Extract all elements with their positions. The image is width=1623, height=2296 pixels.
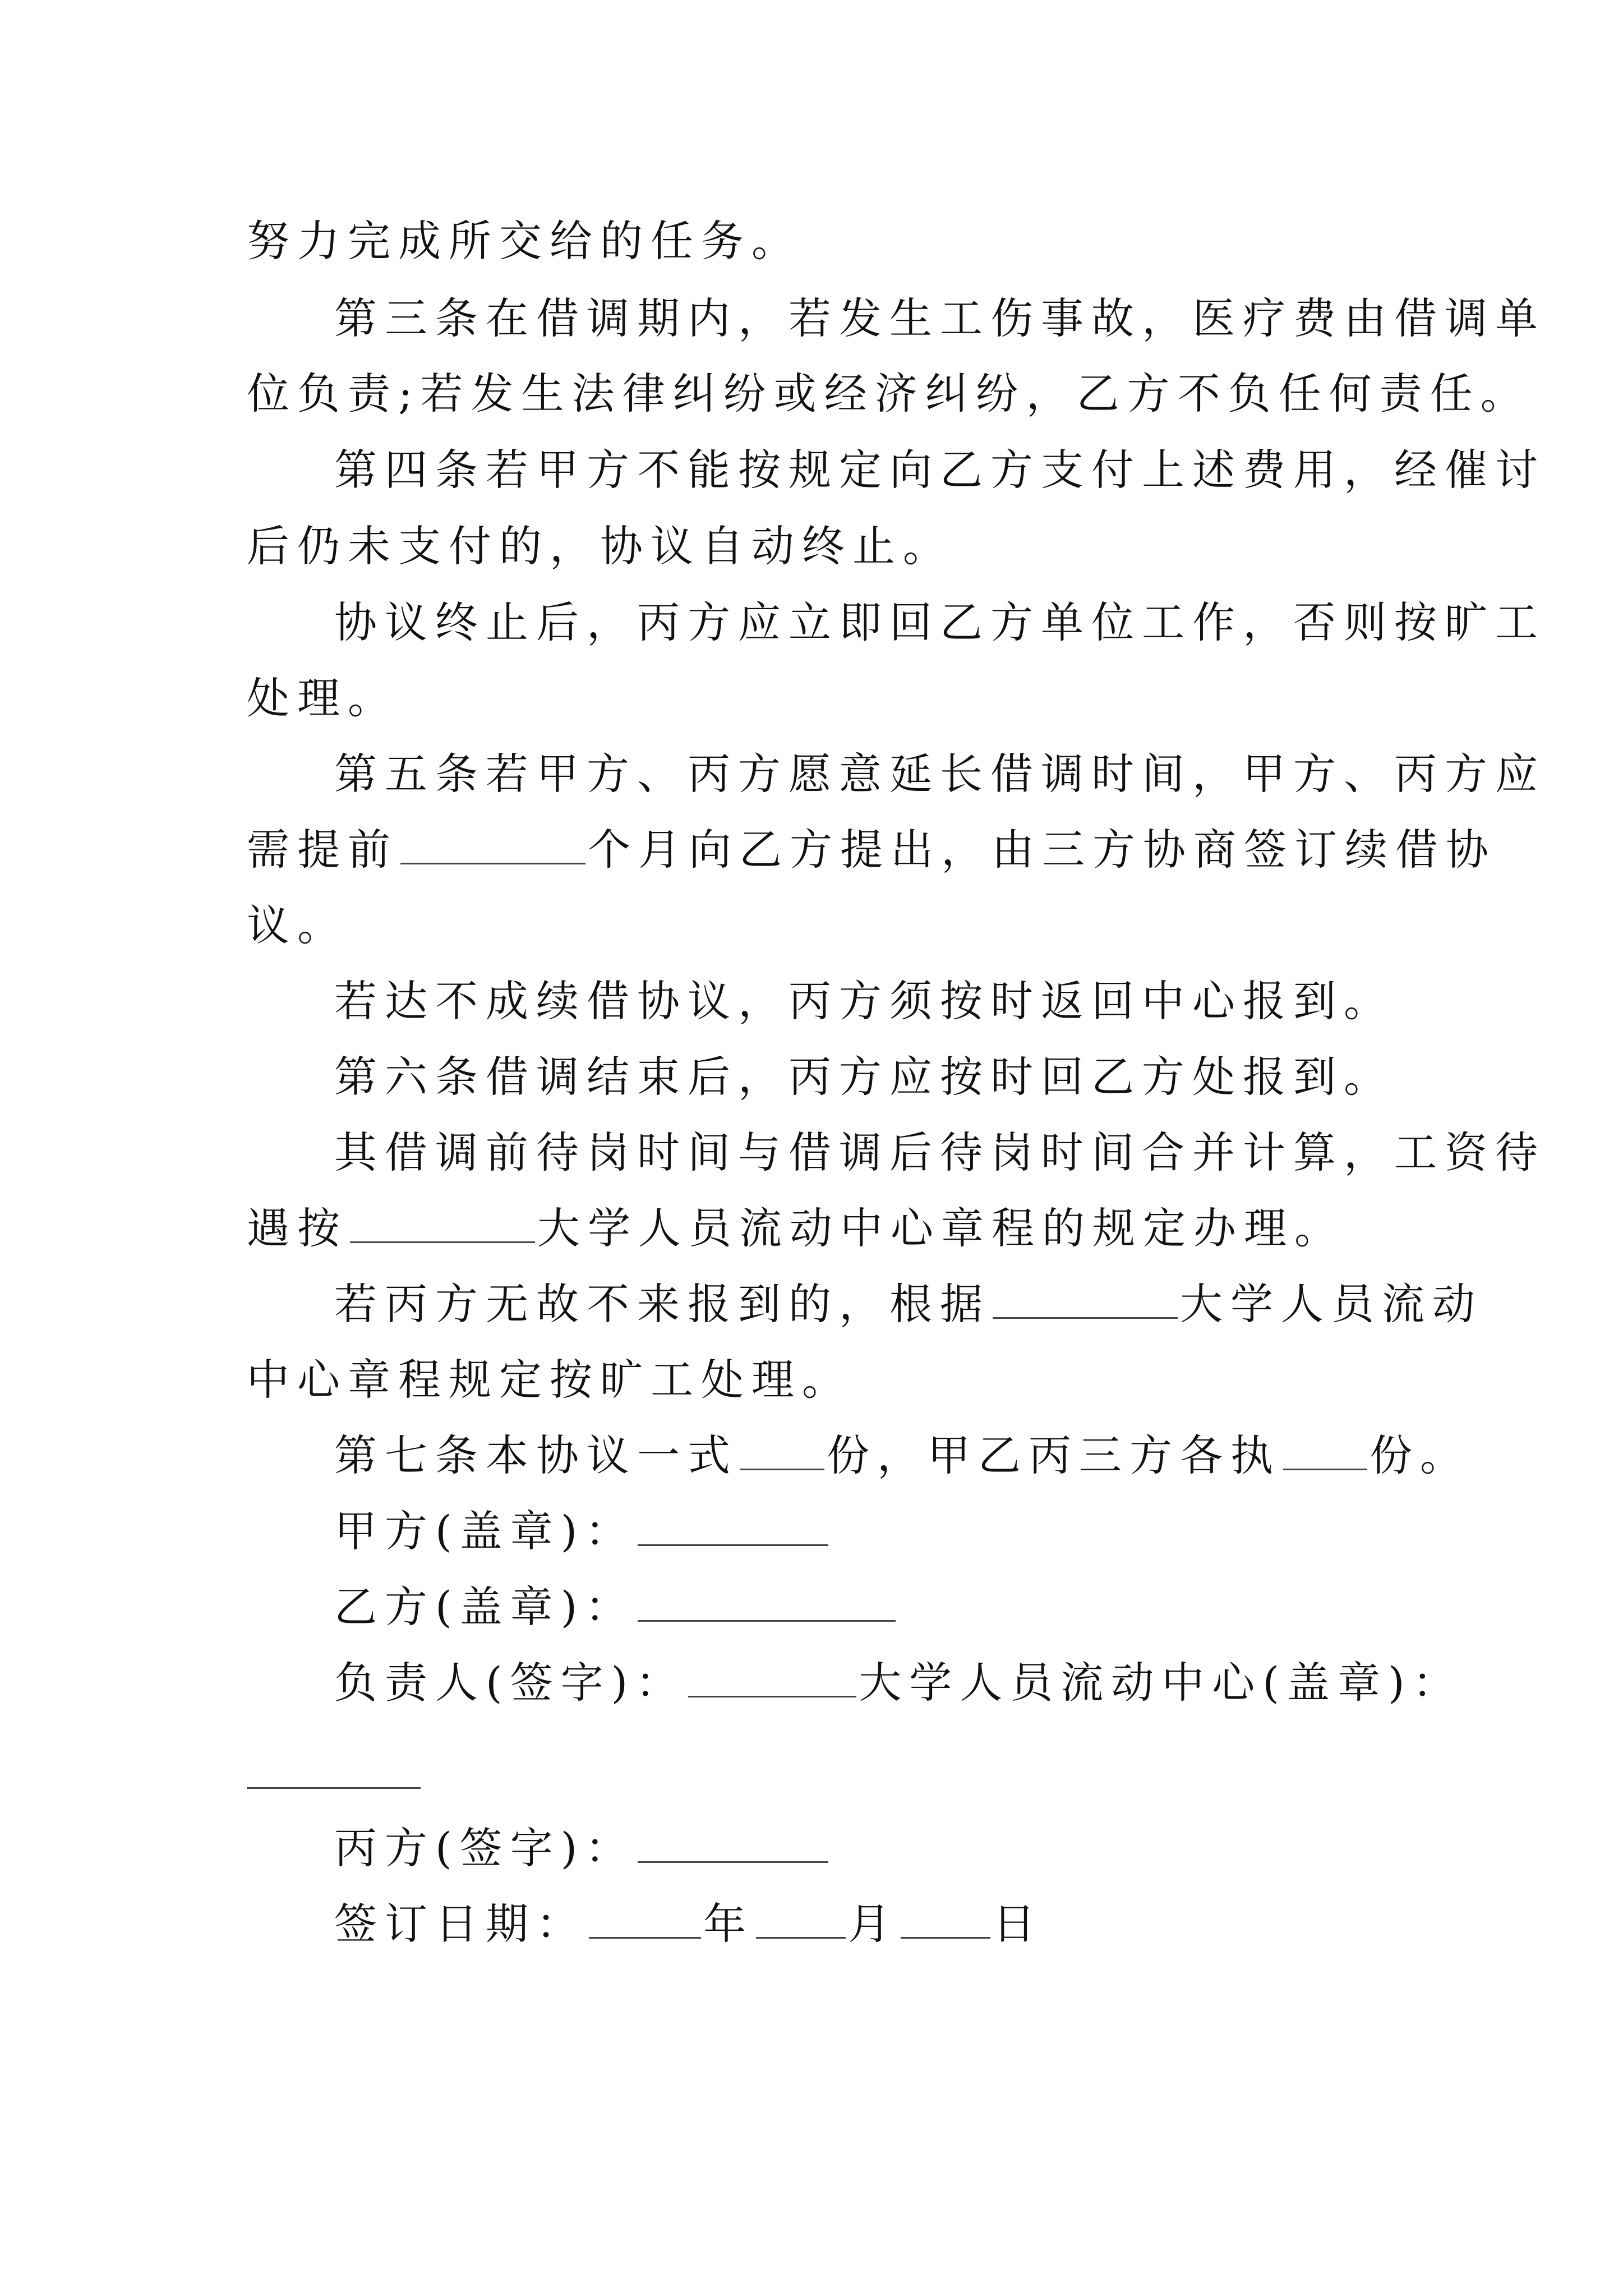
salary-suffix: 大学人员流动中心章程的规定办理。: [537, 1203, 1345, 1253]
article-7-suffix: 份。: [1370, 1430, 1470, 1480]
year-label: 年: [703, 1899, 754, 1949]
article-4-line-2: 后仍未支付的，协议自动终止。: [247, 521, 953, 571]
copies-each-blank[interactable]: [1283, 1429, 1367, 1470]
sign-date-line: [334, 1896, 1043, 1952]
day-blank[interactable]: [901, 1898, 990, 1939]
copies-total-blank[interactable]: [740, 1429, 824, 1470]
article-5-line-1: 第五条若甲方、丙方愿意延长借调时间，甲方、丙方应: [334, 749, 1546, 799]
center-seal-blank[interactable]: [247, 1787, 421, 1789]
article-7-line: [334, 1428, 1470, 1484]
absence-prefix: 若丙方无故不来报到的，根据: [334, 1279, 990, 1329]
year-blank[interactable]: [589, 1898, 701, 1939]
termination-line-1: 协议终止后，丙方应立即回乙方单位工作，否则按旷工: [334, 597, 1546, 647]
party-b-signature-line: [334, 1579, 898, 1635]
absence-line-1: [334, 1276, 1483, 1332]
salary-line-2: [247, 1200, 1345, 1257]
party-c-sign-blank[interactable]: [638, 1822, 828, 1863]
article-5-suffix: 个月向乙方提出，由三方协商签订续借协: [588, 825, 1496, 875]
party-a-seal-blank[interactable]: [638, 1505, 828, 1546]
party-a-signature-line: [334, 1503, 831, 1559]
article-7-prefix: 第七条本协议一式: [334, 1430, 738, 1480]
responsible-sign-blank[interactable]: [688, 1657, 856, 1697]
party-c-signature-line: [334, 1820, 831, 1876]
article-5-line-2: [247, 822, 1496, 878]
absence-line-2: 中心章程规定按旷工处理。: [247, 1355, 852, 1405]
center-seal-label: 大学人员流动中心(盖章)：: [859, 1658, 1463, 1708]
party-c-label: 丙方(签字)：: [334, 1823, 636, 1873]
months-blank[interactable]: [400, 823, 585, 864]
text-line: 努力完成所交给的任务。: [247, 216, 802, 266]
party-b-label: 乙方(盖章)：: [334, 1582, 636, 1632]
article-3-line-1: 第三条在借调期内，若发生工伤事故，医疗费由借调单: [334, 293, 1546, 343]
party-a-label: 甲方(盖章)：: [334, 1506, 636, 1556]
article-5-line-3: 议。: [247, 900, 348, 950]
day-label: 日: [993, 1899, 1043, 1949]
salary-line-1: 其借调前待岗时间与借调后待岗时间合并计算，工资待: [334, 1128, 1546, 1177]
sign-date-label: 签订日期：: [334, 1899, 587, 1949]
article-6-line-1: 第六条借调结束后，丙方应按时回乙方处报到。: [334, 1052, 1394, 1102]
party-b-seal-blank[interactable]: [638, 1581, 896, 1622]
renewal-failure-line: 若达不成续借协议，丙方须按时返回中心报到。: [334, 976, 1394, 1026]
university-blank-2[interactable]: [993, 1278, 1178, 1319]
month-blank[interactable]: [756, 1898, 846, 1939]
termination-line-2: 处理。: [247, 673, 398, 723]
article-7-middle: 份，甲乙丙三方各执: [827, 1430, 1281, 1480]
article-4-line-1: 第四条若甲方不能按规定向乙方支付上述费用，经催讨: [334, 445, 1546, 495]
absence-suffix: 大学人员流动: [1180, 1279, 1483, 1329]
salary-prefix: 遇按: [247, 1203, 348, 1253]
responsible-signature-line: [334, 1655, 1463, 1711]
university-blank-1[interactable]: [350, 1202, 535, 1243]
article-3-line-2: 位负责;若发生法律纠纷或经济纠纷，乙方不负任何责任。: [247, 369, 1531, 418]
month-label: 月: [848, 1899, 898, 1949]
article-5-prefix: 需提前: [247, 825, 398, 875]
responsible-label: 负责人(签字)：: [334, 1658, 686, 1708]
